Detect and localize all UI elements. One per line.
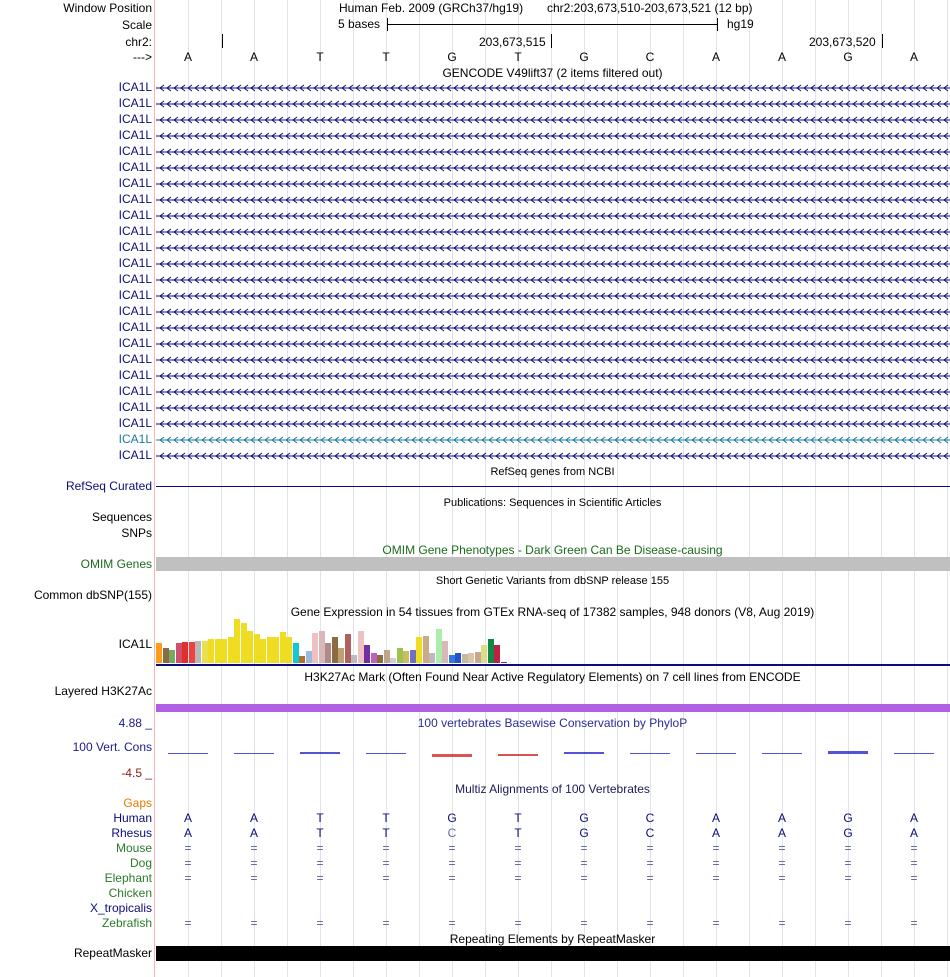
gencode-gene-label[interactable]: ICA1L [118, 176, 152, 190]
gtex-tissue-bar[interactable] [462, 654, 468, 663]
multiz-species-label[interactable]: Human [113, 811, 152, 825]
gtex-tissue-bar[interactable] [455, 653, 461, 663]
gtex-tissue-bar[interactable] [325, 643, 331, 663]
repeatmasker-bar[interactable] [156, 946, 950, 961]
multiz-aligned-base: = [844, 841, 852, 855]
gtex-tissue-bar[interactable] [449, 655, 455, 663]
gtex-gene-line [156, 664, 950, 666]
multiz-aligned-base: T [382, 826, 390, 840]
multiz-aligned-base: = [778, 871, 786, 885]
multiz-aligned-base: = [910, 916, 918, 930]
gencode-gene-label[interactable]: ICA1L [118, 384, 152, 398]
gencode-transcript[interactable] [156, 129, 950, 143]
base-letter: T [382, 50, 390, 64]
publications-track-title[interactable]: Publications: Sequences in Scientific Articles [443, 497, 662, 509]
multiz-aligned-base: = [844, 871, 852, 885]
multiz-aligned-base: = [712, 916, 720, 930]
gencode-transcript[interactable] [156, 433, 950, 447]
phylop-score-mark[interactable] [630, 753, 670, 754]
gencode-gene-label[interactable]: ICA1L [118, 256, 152, 270]
gencode-gene-label[interactable]: ICA1L [118, 224, 152, 238]
gtex-tissue-bar[interactable] [182, 642, 188, 663]
multiz-aligned-base: = [316, 871, 324, 885]
gencode-gene-label[interactable]: ICA1L [118, 112, 152, 126]
gtex-tissue-bar[interactable] [189, 642, 195, 663]
gencode-transcript[interactable] [156, 113, 950, 127]
position-readout[interactable]: chr2:203,673,510-203,673,521 (12 bp) [547, 1, 753, 15]
gtex-tissue-bar[interactable] [208, 639, 214, 663]
base-letter: G [579, 50, 589, 64]
phylop-score-mark[interactable] [366, 753, 406, 754]
multiz-aligned-base: = [514, 856, 522, 870]
phylop-ymin: -4.5 _ [121, 766, 152, 780]
multiz-aligned-base: = [778, 916, 786, 930]
multiz-gaps-label[interactable]: Gaps [123, 796, 152, 810]
multiz-aligned-base: = [646, 841, 654, 855]
gencode-transcript[interactable] [156, 321, 950, 335]
multiz-aligned-base: A [249, 811, 258, 825]
phylop-score-mark[interactable] [564, 752, 604, 754]
gtex-tissue-bar[interactable] [169, 650, 175, 663]
multiz-aligned-base: = [844, 916, 852, 930]
gencode-transcript[interactable] [156, 385, 950, 399]
gencode-transcript[interactable] [156, 81, 950, 95]
base-letter: T [316, 50, 324, 64]
gencode-transcript[interactable] [156, 97, 950, 111]
gencode-gene-label[interactable]: ICA1L [118, 272, 152, 286]
gtex-tissue-bar[interactable] [423, 636, 429, 663]
multiz-aligned-base: A [183, 826, 192, 840]
multiz-species-label[interactable]: Zebrafish [101, 916, 152, 930]
gencode-gene-label[interactable]: ICA1L [118, 80, 152, 94]
gtex-tissue-bar[interactable] [332, 637, 338, 663]
multiz-aligned-base: = [448, 856, 456, 870]
ruler-tick-label-1: 203,673,515 [479, 35, 546, 49]
publications-sequences-label[interactable]: Sequences [91, 510, 152, 524]
gencode-transcript[interactable] [156, 401, 950, 415]
gtex-tissue-bar[interactable] [468, 653, 474, 663]
multiz-track-title[interactable]: Multiz Alignments of 100 Vertebrates [455, 782, 650, 796]
gencode-gene-label[interactable]: ICA1L [118, 288, 152, 302]
multiz-aligned-base: = [382, 871, 390, 885]
gtex-tissue-bar[interactable] [384, 650, 390, 663]
phylop-score-mark[interactable] [762, 753, 802, 754]
gtex-tissue-bar[interactable] [247, 631, 253, 663]
scale-bar-right-tick [717, 18, 718, 31]
gencode-gene-label[interactable]: ICA1L [118, 96, 152, 110]
phylop-score-mark[interactable] [168, 753, 208, 754]
h3k27ac-signal-bar[interactable] [156, 704, 950, 712]
multiz-species-label[interactable]: Mouse [115, 841, 152, 855]
scale-label: Scale [121, 18, 152, 32]
gencode-gene-label[interactable]: ICA1L [118, 240, 152, 254]
multiz-aligned-base: A [909, 811, 918, 825]
gtex-tissue-bar[interactable] [163, 648, 169, 663]
multiz-aligned-base: C [645, 811, 655, 825]
multiz-aligned-base: A [183, 811, 192, 825]
multiz-aligned-base: = [580, 841, 588, 855]
gtex-tissue-bar[interactable] [195, 641, 201, 663]
gencode-transcript[interactable] [156, 177, 950, 191]
base-letter: A [909, 50, 918, 64]
multiz-aligned-base: = [712, 841, 720, 855]
multiz-aligned-base: = [712, 871, 720, 885]
multiz-aligned-base: C [447, 826, 457, 840]
multiz-aligned-base: G [447, 811, 457, 825]
gencode-transcript[interactable] [156, 289, 950, 303]
gtex-tissue-bar[interactable] [267, 637, 273, 663]
multiz-species-label[interactable]: X_tropicalis [89, 901, 152, 915]
phylop-score-mark[interactable] [234, 753, 274, 754]
gtex-tissue-bar[interactable] [273, 637, 279, 663]
refseq-label[interactable]: RefSeq Curated [65, 479, 152, 493]
multiz-aligned-base: = [514, 916, 522, 930]
gencode-transcript[interactable] [156, 161, 950, 175]
gencode-gene-label[interactable]: ICA1L [118, 208, 152, 222]
scale-db: hg19 [727, 17, 754, 31]
phylop-score-mark[interactable] [894, 753, 934, 754]
gtex-tissue-bar[interactable] [254, 634, 260, 663]
chrom-label: chr2: [125, 35, 152, 49]
gencode-transcript[interactable] [156, 337, 950, 351]
multiz-aligned-base: = [646, 916, 654, 930]
omim-label[interactable]: OMIM Genes [80, 557, 152, 571]
gtex-tissue-bar[interactable] [351, 655, 357, 663]
phylop-score-mark[interactable] [696, 753, 736, 754]
gtex-tissue-bar[interactable] [293, 643, 299, 663]
base-letter: C [645, 50, 655, 64]
gencode-gene-label[interactable]: ICA1L [118, 416, 152, 430]
multiz-aligned-base: A [777, 826, 786, 840]
gtex-tissue-bar[interactable] [371, 653, 377, 663]
repeatmasker-track-title[interactable]: Repeating Elements by RepeatMasker [449, 932, 656, 946]
multiz-aligned-base: T [514, 826, 522, 840]
gencode-transcript[interactable] [156, 209, 950, 223]
base-letter: A [711, 50, 720, 64]
repeatmasker-label[interactable]: RepeatMasker [73, 946, 152, 960]
gencode-gene-label[interactable]: ICA1L [118, 128, 152, 142]
multiz-aligned-base: = [910, 841, 918, 855]
gtex-tissue-bar[interactable] [234, 619, 240, 663]
gtex-tissue-bar[interactable] [481, 645, 487, 663]
gtex-tissue-bar[interactable] [397, 648, 403, 663]
gencode-transcript[interactable] [156, 305, 950, 319]
label-column-separator [154, 0, 155, 977]
gtex-tissue-bar[interactable] [416, 637, 422, 663]
phylop-label[interactable]: 100 Vert. Cons [72, 740, 152, 754]
gencode-gene-label[interactable]: ICA1L [118, 192, 152, 206]
gtex-tissue-bar[interactable] [403, 651, 409, 663]
gencode-gene-label[interactable]: ICA1L [118, 304, 152, 318]
multiz-aligned-base: = [778, 841, 786, 855]
gencode-gene-label[interactable]: ICA1L [118, 160, 152, 174]
multiz-aligned-base: = [448, 871, 456, 885]
multiz-aligned-base: = [250, 871, 258, 885]
ruler-tick [551, 34, 552, 48]
multiz-aligned-base: A [711, 826, 720, 840]
gtex-tissue-bar[interactable] [390, 658, 396, 663]
multiz-aligned-base: = [646, 856, 654, 870]
gencode-transcript[interactable] [156, 449, 950, 463]
gencode-gene-label[interactable]: ICA1L [118, 352, 152, 366]
gtex-tissue-bar[interactable] [280, 632, 286, 663]
scale-bar [387, 24, 718, 25]
base-letter: A [249, 50, 258, 64]
ruler-tick [882, 34, 883, 48]
multiz-species-label[interactable]: Rhesus [111, 826, 152, 840]
gtex-tissue-bar[interactable] [241, 623, 247, 663]
scale-bar-left-tick [387, 18, 388, 31]
multiz-species-label[interactable]: Dog [129, 856, 152, 870]
multiz-aligned-base: A [249, 826, 258, 840]
base-letter: A [183, 50, 192, 64]
gencode-gene-label[interactable]: ICA1L [118, 448, 152, 462]
gtex-tissue-bar[interactable] [202, 641, 208, 663]
multiz-aligned-base: = [184, 871, 192, 885]
multiz-species-label[interactable]: Chicken [108, 886, 152, 900]
multiz-aligned-base: G [579, 811, 589, 825]
gtex-tissue-bar[interactable] [306, 651, 312, 663]
phylop-score-mark[interactable] [828, 751, 868, 754]
gtex-tissue-bar[interactable] [358, 631, 364, 663]
gencode-transcript[interactable] [156, 273, 950, 287]
gtex-tissue-bar[interactable] [319, 631, 325, 663]
gencode-transcript[interactable] [156, 145, 950, 159]
h3k27ac-label[interactable]: Layered H3K27Ac [54, 684, 152, 698]
multiz-aligned-base: T [316, 811, 324, 825]
gtex-tissue-bar[interactable] [429, 653, 435, 663]
multiz-aligned-base: = [778, 856, 786, 870]
multiz-aligned-base: T [514, 811, 522, 825]
multiz-aligned-base: = [844, 856, 852, 870]
gtex-tissue-bar[interactable] [410, 650, 416, 663]
gtex-tissue-bar[interactable] [364, 645, 370, 663]
multiz-aligned-base: = [910, 871, 918, 885]
base-letter: A [777, 50, 786, 64]
gencode-transcript[interactable] [156, 225, 950, 239]
gencode-transcript[interactable] [156, 353, 950, 367]
gencode-transcript[interactable] [156, 369, 950, 383]
assembly-title[interactable]: Human Feb. 2009 (GRCh37/hg19) [339, 1, 524, 15]
gencode-transcript[interactable] [156, 257, 950, 271]
gtex-tissue-bar[interactable] [215, 639, 221, 663]
ruler-tick-label-2: 203,673,520 [809, 35, 876, 49]
gencode-gene-label[interactable]: ICA1L [118, 336, 152, 350]
omim-feature-bar[interactable] [156, 557, 950, 571]
multiz-aligned-base: = [580, 871, 588, 885]
gtex-tissue-bar[interactable] [501, 662, 507, 663]
publications-snps-label[interactable]: SNPs [121, 526, 152, 540]
gtex-tissue-bar[interactable] [156, 643, 162, 663]
multiz-aligned-base: = [382, 916, 390, 930]
multiz-aligned-base: G [579, 826, 589, 840]
gencode-transcript[interactable] [156, 417, 950, 431]
multiz-aligned-base: = [250, 841, 258, 855]
multiz-aligned-base: A [711, 811, 720, 825]
phylop-score-mark[interactable] [498, 754, 538, 756]
multiz-aligned-base: = [316, 856, 324, 870]
gtex-tissue-bar[interactable] [488, 639, 494, 663]
multiz-aligned-base: = [910, 856, 918, 870]
window-position-label: Window Position [63, 1, 152, 15]
gtex-tissue-bar[interactable] [377, 655, 383, 663]
gtex-tissue-bar[interactable] [221, 639, 227, 663]
gtex-tissue-bar[interactable] [345, 634, 351, 663]
multiz-aligned-base: = [712, 856, 720, 870]
base-letter: G [843, 50, 853, 64]
phylop-track-title[interactable]: 100 vertebrates Basewise Conservation by PhyloP [417, 716, 688, 730]
gtex-tissue-bar[interactable] [312, 633, 318, 663]
gtex-tissue-bar[interactable] [260, 639, 266, 663]
multiz-aligned-base: = [514, 871, 522, 885]
gtex-track-title[interactable]: Gene Expression in 54 tissues from GTEx RNA-seq of 17382 samples, 948 donors (V8, Aug 2019) [290, 605, 815, 619]
gtex-tissue-bar[interactable] [176, 643, 182, 663]
omim-track-title[interactable]: OMIM Gene Phenotypes - Dark Green Can Be Disease-causing [382, 543, 723, 557]
ruler-tick [222, 34, 223, 48]
gencode-gene-label[interactable]: ICA1L [118, 400, 152, 414]
multiz-aligned-base: = [448, 841, 456, 855]
phylop-score-mark[interactable] [432, 754, 472, 757]
gtex-tissue-bar[interactable] [338, 648, 344, 663]
multiz-aligned-base: = [250, 916, 258, 930]
multiz-aligned-base: = [316, 841, 324, 855]
gencode-gene-label[interactable]: ICA1L [118, 320, 152, 334]
multiz-aligned-base: = [514, 841, 522, 855]
gtex-gene-label[interactable]: ICA1L [118, 637, 152, 651]
multiz-species-label[interactable]: Elephant [104, 871, 152, 885]
multiz-aligned-base: A [909, 826, 918, 840]
base-letter: G [447, 50, 457, 64]
dbsnp-track-title[interactable]: Short Genetic Variants from dbSNP release 155 [435, 575, 670, 587]
gtex-tissue-bar[interactable] [286, 637, 292, 663]
multiz-aligned-base: = [184, 916, 192, 930]
multiz-aligned-base: T [382, 811, 390, 825]
gencode-gene-label[interactable]: ICA1L [118, 144, 152, 158]
gencode-transcript[interactable] [156, 241, 950, 255]
multiz-aligned-base: = [184, 856, 192, 870]
gencode-gene-label[interactable]: ICA1L [118, 432, 152, 446]
refseq-gene-line[interactable] [156, 486, 950, 487]
gtex-tissue-bar[interactable] [442, 641, 448, 663]
multiz-aligned-base: G [843, 811, 853, 825]
multiz-aligned-base: G [843, 826, 853, 840]
multiz-aligned-base: = [382, 856, 390, 870]
refseq-track-title[interactable]: RefSeq genes from NCBI [490, 466, 615, 478]
h3k27ac-track-title[interactable]: H3K27Ac Mark (Often Found Near Active Regulatory Elements) on 7 cell lines from ENCODE [304, 670, 801, 684]
gtex-tissue-bar[interactable] [228, 637, 234, 663]
gencode-transcript[interactable] [156, 193, 950, 207]
multiz-aligned-base: C [645, 826, 655, 840]
multiz-aligned-base: = [382, 841, 390, 855]
base-letter: T [514, 50, 522, 64]
gencode-gene-label[interactable]: ICA1L [118, 368, 152, 382]
multiz-aligned-base: = [250, 856, 258, 870]
scale-bar-text: 5 bases [338, 17, 381, 31]
phylop-ymax: 4.88 _ [118, 716, 152, 730]
multiz-aligned-base: = [316, 916, 324, 930]
multiz-aligned-base: = [646, 871, 654, 885]
multiz-aligned-base: T [316, 826, 324, 840]
multiz-aligned-base: A [777, 811, 786, 825]
gtex-tissue-bar[interactable] [494, 645, 500, 663]
strand-label: ---> [133, 50, 152, 64]
multiz-aligned-base: = [448, 916, 456, 930]
multiz-aligned-base: = [580, 916, 588, 930]
multiz-aligned-base: = [184, 841, 192, 855]
gencode-track-title[interactable]: GENCODE V49lift37 (2 items filtered out) [442, 66, 663, 80]
gtex-tissue-bar[interactable] [436, 629, 442, 663]
gtex-tissue-bar[interactable] [299, 656, 305, 663]
phylop-score-mark[interactable] [300, 752, 340, 754]
multiz-aligned-base: = [580, 856, 588, 870]
dbsnp-label[interactable]: Common dbSNP(155) [33, 588, 152, 602]
gtex-tissue-bar[interactable] [475, 652, 481, 663]
